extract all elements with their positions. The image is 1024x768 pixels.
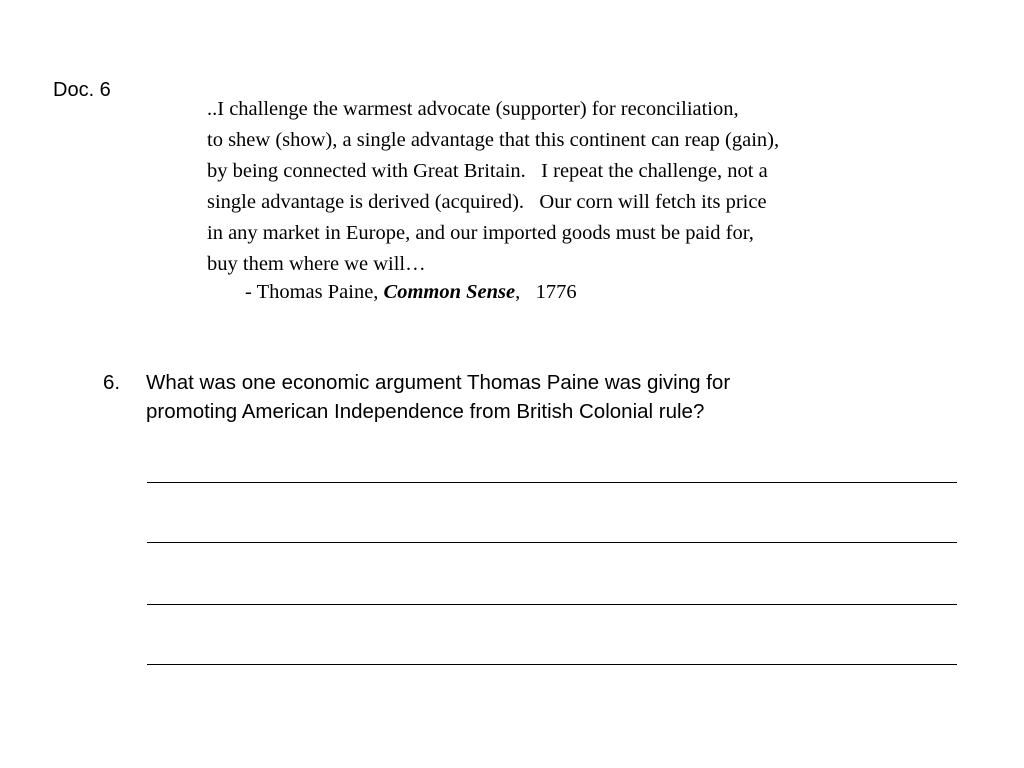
attribution-work-title: Common Sense bbox=[383, 281, 516, 303]
quote-line: buy them where we will… bbox=[207, 253, 426, 275]
attribution-year: , 1776 bbox=[515, 281, 577, 303]
question-number: 6. bbox=[103, 371, 121, 394]
attribution-author: - Thomas Paine, bbox=[245, 281, 384, 303]
quote-line: single advantage is derived (acquired). Our corn will fetch its price bbox=[207, 191, 767, 213]
document-label: Doc. 6 bbox=[53, 79, 111, 101]
question-text-line: What was one economic argument Thomas Paine was giving for bbox=[146, 371, 731, 394]
question-6 bbox=[103, 368, 923, 426]
answer-line[interactable] bbox=[147, 604, 957, 605]
primary-source-quote bbox=[207, 94, 987, 280]
quote-line: in any market in Europe, and our imported goods must be paid for, bbox=[207, 222, 754, 244]
quote-line: ..I challenge the warmest advocate (supporter) for reconciliation, bbox=[207, 98, 739, 120]
answer-line[interactable] bbox=[147, 664, 957, 665]
answer-line[interactable] bbox=[147, 482, 957, 483]
answer-line[interactable] bbox=[147, 542, 957, 543]
question-text-line: promoting American Independence from British Colonial rule? bbox=[146, 400, 705, 423]
quote-line: by being connected with Great Britain. I repeat the challenge, not a bbox=[207, 160, 768, 182]
quote-attribution bbox=[245, 279, 577, 305]
quote-line: to shew (show), a single advantage that this continent can reap (gain), bbox=[207, 129, 780, 151]
